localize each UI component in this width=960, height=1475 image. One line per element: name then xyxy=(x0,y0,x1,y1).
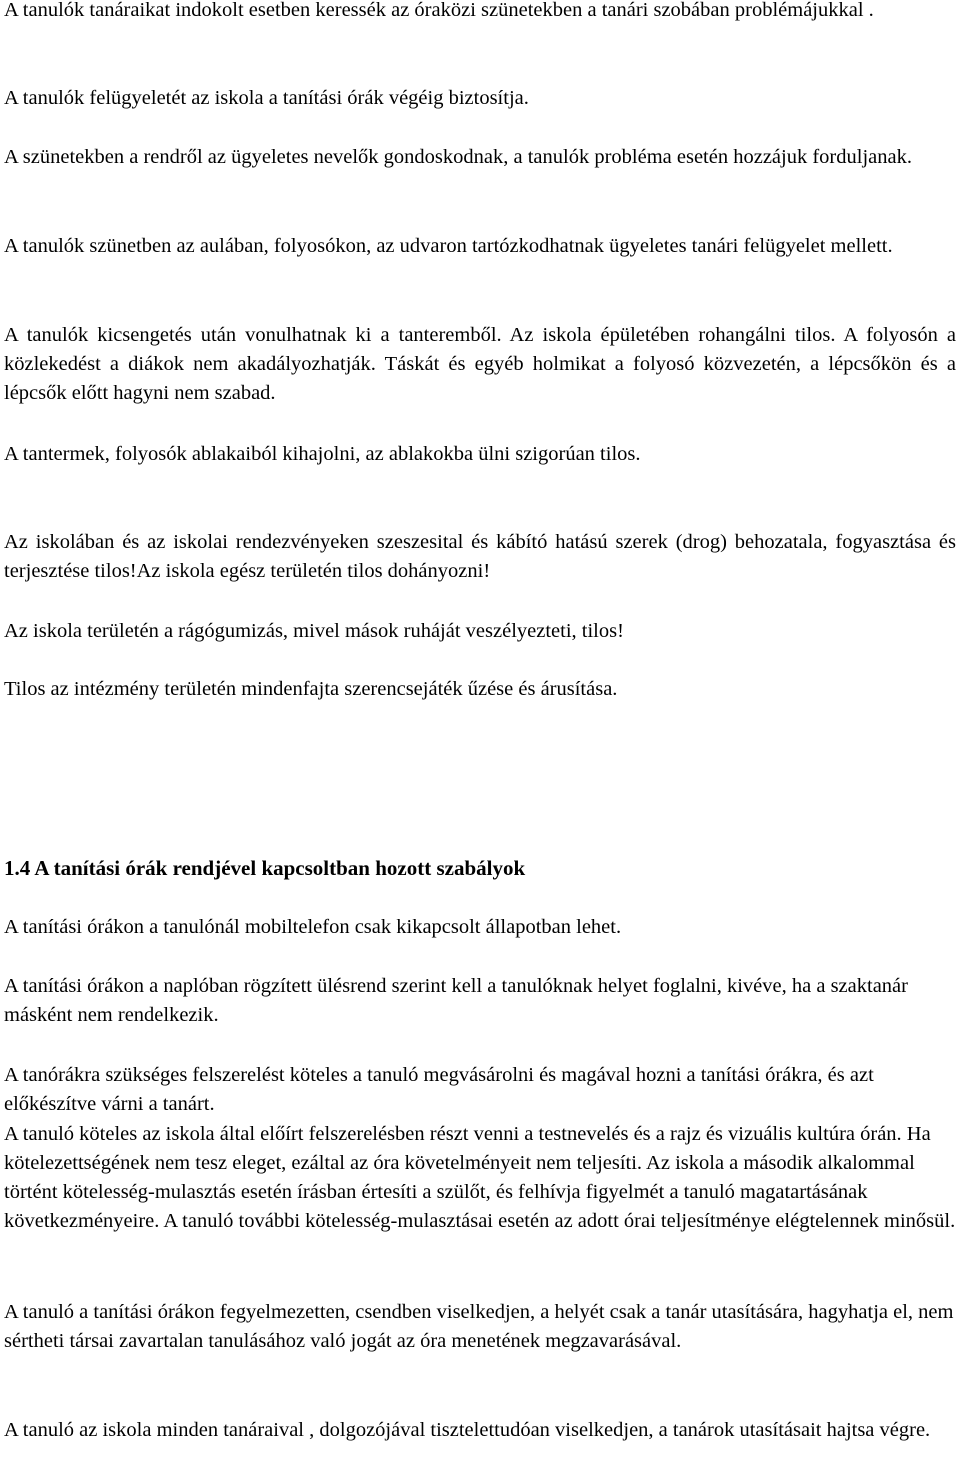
paragraph-pe-equipment: A tanuló köteles az iskola által előírt felszerelésben részt venni a testnevelés és a rajz és vizuális kultúra órán. Ha kötelezettségének nem tesz eleget, ezáltal az óra követelményeit nem teljesíti. Az iskola a második alkalommal történt kötelesség-mulasztás esetén írásban értesíti a szülőt, és felhívja figyelmét a tanuló magatartásának következményeire. A tanuló további kötelesség-mulasztásai esetén az adott órai teljesítménye elégtelennek minősül. xyxy=(4,1123,956,1232)
paragraph-equipment: A tanórákra szükséges felszerelést köteles a tanuló megvásárolni és magával hozni a tanítási órákra, és azt előkészítve várni a tanárt. xyxy=(4,1064,874,1115)
paragraph-alcohol-drugs: Az iskolában és az iskolai rendezvényeken szeszesital és kábító hatású szerek (drog) behozatala, fogyasztása és terjesztése tilos!Az iskola egész területén tilos dohányozni! xyxy=(4,531,956,582)
paragraph-corridor-rules: A tanulók kicsengetés után vonulhatnak ki a tanteremből. Az iskola épületében rohangálni tilos. A folyosón a közlekedést a diákok nem akadályozhatják. Táskát és egyéb holmikat a folyosó közvezetén, a lépcsőkön és a lépcsők előtt hagyni nem szabad. xyxy=(4,324,956,404)
paragraph-supervision: A tanulók felügyeletét az iskola a tanítási órák végéig biztosítja. xyxy=(4,87,529,109)
section-heading: 1.4 A tanítási órák rendjével kapcsoltban hozott szabályok xyxy=(4,856,526,880)
paragraph-respect: A tanuló az iskola minden tanáraival , dolgozójával tisztelettudóan viselkedjen, a tanárok utasításait hajtsa végre. xyxy=(4,1419,931,1441)
paragraph-window-rules: A tantermek, folyosók ablakaiból kihajolni, az ablakokba ülni szigorúan tilos. xyxy=(4,443,641,465)
paragraph-mobile-phone: A tanítási órákon a tanulónál mobiltelefon csak kikapcsolt állapotban lehet. xyxy=(4,916,622,938)
paragraph-discipline: A tanuló a tanítási órákon fegyelmezetten, csendben viselkedjen, a helyét csak a tanár utasítására, hagyhatja el, nem sértheti társai zavartalan tanulásához való jogát az óra menetének megzavarásával. xyxy=(4,1301,954,1352)
paragraph-seating: A tanítási órákon a naplóban rögzített ülésrend szerint kell a tanulóknak helyet foglalni, kivéve, ha a szaktanár másként nem rendelkezik. xyxy=(4,975,908,1026)
paragraph-break-duty: A szünetekben a rendről az ügyeletes nevelők gondoskodnak, a tanulók probléma esetén hozzájuk forduljanak. xyxy=(4,146,912,168)
paragraph-break-locations: A tanulók szünetben az aulában, folyosókon, az udvaron tartózkodhatnak ügyeletes tanári felügyelet mellett. xyxy=(4,235,893,257)
paragraph-teacher-consultation: A tanulók tanáraikat indokolt esetben keressék az óraközi szünetekben a tanári szobában problémájukkal . xyxy=(4,0,874,21)
paragraph-chewing-gum: Az iskola területén a rágógumizás, mivel mások ruháját veszélyezteti, tilos! xyxy=(4,620,624,642)
paragraph-gambling: Tilos az intézmény területén mindenfajta szerencsejáték űzése és árusítása. xyxy=(4,678,618,700)
